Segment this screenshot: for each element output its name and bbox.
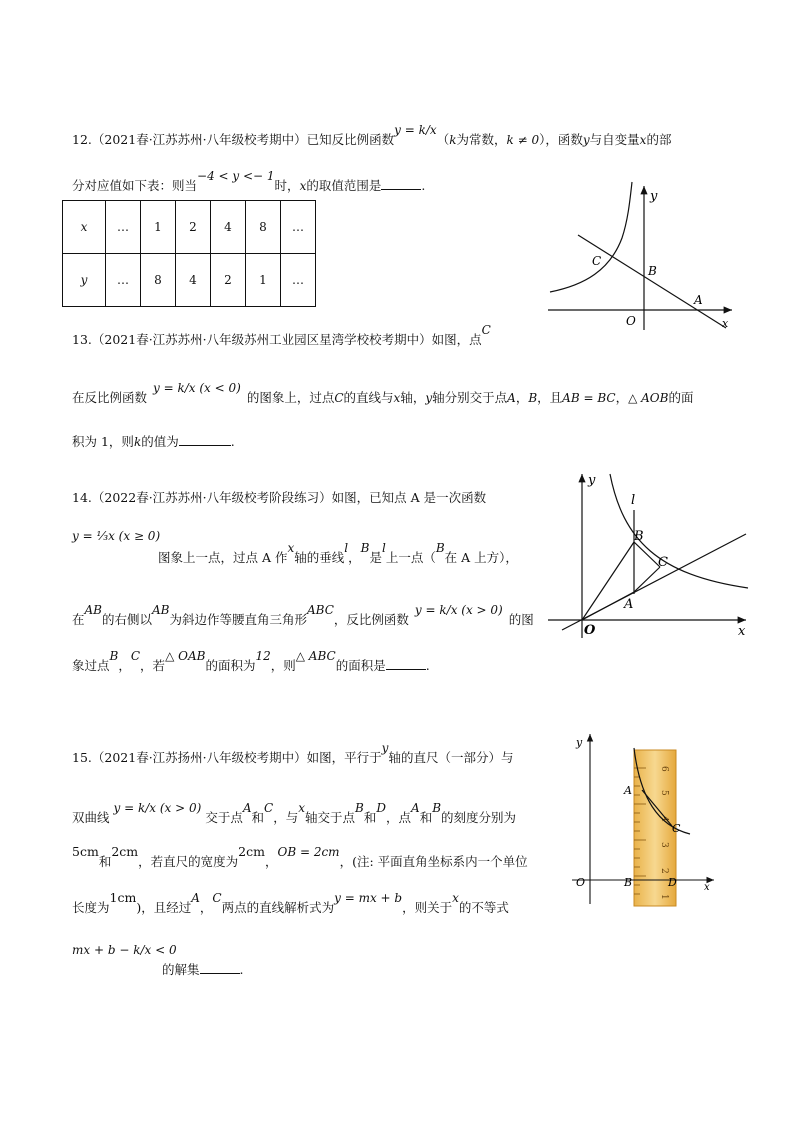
q15-b-2: B [432, 801, 442, 815]
q13-func: y = k/x (x < 0) [153, 381, 241, 395]
q15-line5 [162, 960, 244, 978]
table-cell: 2 [211, 254, 246, 307]
q13-c: C [481, 323, 491, 337]
q13-answer-blank[interactable] [179, 445, 231, 446]
q14-ab-2: AB [152, 603, 170, 617]
q13-c-2: C [334, 391, 344, 405]
q15-line1 [72, 741, 514, 766]
q15-line3-a: ，若直尺的宽度为 [138, 854, 239, 869]
q13-end: . [230, 434, 235, 449]
label-x: x [722, 317, 729, 330]
q12-cond: 为常数， [456, 132, 507, 147]
q13-source: （2021春·江苏苏州·八年级苏州工业园区星湾学校校考期中）如图，点 [91, 332, 482, 347]
label-b: B [634, 529, 644, 544]
q15-a: A [242, 801, 252, 815]
q13-line3 [72, 432, 235, 450]
q13-k: k [133, 435, 142, 449]
q14-b-2: B [435, 541, 445, 555]
q12-end: . [421, 178, 426, 193]
q15-lin: y = mx + b [334, 891, 403, 905]
q14-line4-c: 的面积为 [205, 658, 256, 673]
table-cell: … [106, 254, 141, 307]
q15-line3 [72, 844, 528, 870]
ruler-tick-label: 1 [659, 894, 669, 900]
q15-ineq: mx + b − k/x < 0 [72, 943, 177, 957]
table-cell: x [63, 201, 106, 254]
q14-b: B [360, 541, 370, 555]
q15-and-2: 和 [363, 810, 377, 825]
label-c: C [592, 254, 602, 268]
q12-x-2: x [299, 179, 307, 193]
label-o: O [626, 314, 636, 328]
ruler-tick-label: 2 [659, 868, 669, 874]
q14-line2-e: 上一点（ [385, 550, 436, 565]
q14-line3-e: 的图 [508, 612, 534, 627]
q15-ob: OB = 2cm [277, 845, 340, 859]
label-c: C [658, 555, 668, 570]
table-cell: 1 [246, 254, 281, 307]
q15-and: 和 [251, 810, 265, 825]
q14-line2-c: ， [348, 550, 361, 565]
q13-line3-a: 积为 1，则 [72, 434, 134, 449]
q15-line4-c: 两点的直线解析式为 [221, 900, 335, 915]
table-cell: 1 [141, 201, 176, 254]
q13-line2-d: 轴， [400, 390, 426, 405]
q15-and-4: 和 [98, 854, 112, 869]
q15-c: C [264, 801, 274, 815]
q12-func: y = k/x [394, 123, 437, 137]
q14-l: l [344, 541, 349, 555]
q13-x: x [393, 391, 401, 405]
q12-table-row-y [63, 254, 316, 307]
line-ab [578, 235, 726, 328]
q15-line2-f: 的刻度分别为 [441, 810, 517, 825]
q12-number: 12. [72, 132, 92, 147]
q14-line3-c: 为斜边作等腰直角三角形 [169, 612, 308, 627]
q13-number: 13. [72, 332, 92, 347]
q13-line2-f: ，且 [537, 390, 563, 405]
label-a: A [624, 597, 634, 612]
ruler-tick-label: 4 [659, 816, 669, 822]
q14-x: x [287, 541, 295, 555]
label-y: y [576, 736, 583, 749]
q12-k: k [449, 133, 457, 147]
q14-b-3: B [109, 649, 119, 663]
q15-line2-c: ，与 [273, 810, 299, 825]
q14-c: C [130, 649, 141, 663]
q14-line4-e: 的面积是 [335, 658, 386, 673]
q14-abc: ABC [307, 603, 334, 617]
q15-line2-d: 轴交于点 [305, 810, 356, 825]
q12-y: y [582, 133, 590, 147]
q12-x: x [639, 133, 647, 147]
label-b: B [648, 264, 657, 278]
q15-answer-blank[interactable] [200, 973, 240, 974]
hyperbola-curve [610, 474, 748, 588]
segment-ac [634, 567, 660, 592]
q15-cm1: 1cm [109, 890, 137, 905]
ruler-tick-label: 3 [659, 842, 669, 848]
q14-end: . [425, 658, 430, 673]
q15-line2-e: ，点 [386, 810, 412, 825]
label-b: B [624, 876, 633, 889]
q13-line2-h: 的面 [668, 390, 694, 405]
table-cell: 8 [246, 201, 281, 254]
q13-a: A [507, 391, 516, 405]
q15-figure [568, 728, 718, 913]
q14-ab: AB [84, 603, 102, 617]
q14-comma: ， [118, 658, 131, 673]
table-cell: … [281, 201, 316, 254]
q15-x: x [298, 801, 306, 815]
table-cell: … [106, 201, 141, 254]
q15-a-3: A [191, 891, 200, 905]
q15-c-2: C [212, 891, 222, 905]
label-y: y [650, 189, 658, 204]
hyperbola-curve [550, 182, 632, 292]
q15-line1-b: 轴的直尺（一部分）与 [388, 750, 514, 765]
q14-line4-b: ，若 [140, 658, 166, 673]
q15-line4: 长度为1cm)，且经过A，C两点的直线解析式为y = mx + b，则关于x的不等式 [72, 890, 509, 915]
q13-line3-b: 的值为 [141, 434, 179, 449]
q14-number: 14. [72, 490, 92, 505]
q15-line4-e: 的不等式 [458, 900, 509, 915]
q14-line3-b: 的右侧以 [102, 612, 153, 627]
q14-line4-a: 象过点 [72, 658, 110, 673]
label-c: C [672, 822, 681, 835]
label-o: O [584, 623, 596, 638]
q14-l-2: l [381, 541, 386, 555]
q15-and-3: 和 [419, 810, 433, 825]
q15-line2-a: 双曲线 [72, 810, 110, 825]
q14-tri2: △ ABC [295, 649, 336, 663]
q14-func: y = ⅓x (x ≥ 0) [72, 529, 161, 543]
q14-line2-a: 图象上一点，过点 A 作 [158, 550, 288, 565]
label-d: D [668, 876, 677, 889]
q12-paren: （ [436, 132, 450, 147]
q14-line3-d: ，反比例函数 [333, 612, 409, 627]
q15-line4-b: )，且经过 [136, 900, 192, 915]
q12-source: （2021春·江苏苏州·八年级校考期中）已知反比例函数 [91, 132, 395, 147]
q13-line2-e: 轴分别交于点 [432, 390, 508, 405]
q12-line2-a: 分对应值如下表：则当 [72, 178, 198, 193]
table-cell: 8 [141, 254, 176, 307]
q14-n12: 12 [255, 649, 271, 663]
q14-answer-blank[interactable] [386, 669, 426, 670]
label-o: O [576, 876, 586, 889]
q13-tri: △ AOB [628, 391, 669, 405]
q12-range: −4 < y <− 1 [197, 169, 275, 183]
table-cell: y [63, 254, 106, 307]
q14-func2: y = k/x (x > 0) [414, 603, 503, 617]
table-cell: 4 [176, 254, 211, 307]
q13-eq: AB = BC [562, 391, 616, 405]
q15-line3-b: ， [264, 854, 278, 869]
q14-line2-f: 在 A 上方）， [444, 550, 518, 565]
q15-line3-c: ，(注: 平面直角坐标系内一个单位 [339, 854, 528, 869]
q13-line2-g: ， [615, 390, 629, 405]
q15-source: （2021春·江苏扬州·八年级校考期中）如图，平行于 [91, 750, 382, 765]
table-cell: … [281, 254, 316, 307]
segment-bc [634, 542, 660, 567]
label-x: x [704, 882, 710, 893]
q14-line4 [72, 649, 430, 674]
q12-line2 [72, 169, 426, 194]
table-cell: 2 [176, 201, 211, 254]
q15-line4-a: 长度为 [72, 900, 110, 915]
q14-line2-d: 是 [369, 550, 382, 565]
q14-line2 [158, 541, 518, 566]
q14-func-line [72, 528, 160, 543]
q15-line5: 的解集 [162, 962, 200, 977]
q15-cm2: 2cm [111, 844, 139, 859]
q15-d: D [376, 801, 386, 815]
q13-line1 [72, 323, 491, 348]
q14-line1 [72, 488, 486, 506]
q15-cm2-2: 2cm [238, 844, 265, 859]
q13-b: B [528, 391, 538, 405]
q14-figure [548, 470, 758, 640]
ruler-tick-label: 5 [659, 790, 669, 796]
label-a: A [694, 293, 703, 307]
label-x: x [738, 624, 746, 639]
q13-line2-c: 的直线与 [343, 390, 394, 405]
q15-cm5: 5cm [72, 844, 99, 859]
q14-tri1: △ OAB [165, 649, 206, 663]
q12-cond-close: ），函数 [539, 132, 583, 147]
q15-line4-d: ，则关于 [402, 900, 453, 915]
q13-line2-a: 在反比例函数 [72, 390, 148, 405]
q14-source: （2022春·江苏苏州·八年级校考阶段练习）如图，已知点 A 是一次函数 [91, 490, 487, 505]
q15-end: . [239, 962, 244, 977]
q12-text1: 与自变量 [589, 132, 640, 147]
q12-line2-b: 时， [274, 178, 300, 193]
q13-line2-b: 的图象上，过点 [246, 390, 335, 405]
label-y: y [588, 473, 596, 488]
q15-line2 [72, 801, 517, 826]
q12-k-neq: k ≠ 0 [506, 133, 540, 147]
q15-a-2: A [411, 801, 420, 815]
table-cell: 4 [211, 201, 246, 254]
q12-answer-blank[interactable] [381, 189, 421, 190]
q13-y: y [425, 391, 433, 405]
ruler-tick-label: 6 [659, 766, 669, 772]
q15-x-2: x [452, 891, 459, 905]
q13-comma: ， [515, 390, 529, 405]
q12-line2-c: 的取值范围是 [306, 178, 382, 193]
q15-line2-b: 交于点 [205, 810, 243, 825]
q14-line3 [72, 603, 534, 628]
q13-line2 [72, 381, 694, 406]
q13-figure [540, 180, 740, 335]
label-l: l [631, 493, 636, 508]
q12-value-table [62, 200, 316, 307]
q12-table-row-x [63, 201, 316, 254]
q12-line1 [72, 123, 672, 148]
q14-line2-b: 轴的垂线 [294, 550, 345, 565]
label-a: A [624, 784, 632, 797]
q15-ineq-line [72, 942, 177, 957]
q14-line3-a: 在 [72, 612, 85, 627]
q12-text2: 的部 [646, 132, 672, 147]
q15-b: B [355, 801, 364, 815]
q15-func: y = k/x (x > 0) [113, 801, 202, 815]
q14-line4-d: ，则 [270, 658, 296, 673]
q15-number: 15. [72, 750, 92, 765]
q15-y: y [381, 741, 389, 755]
